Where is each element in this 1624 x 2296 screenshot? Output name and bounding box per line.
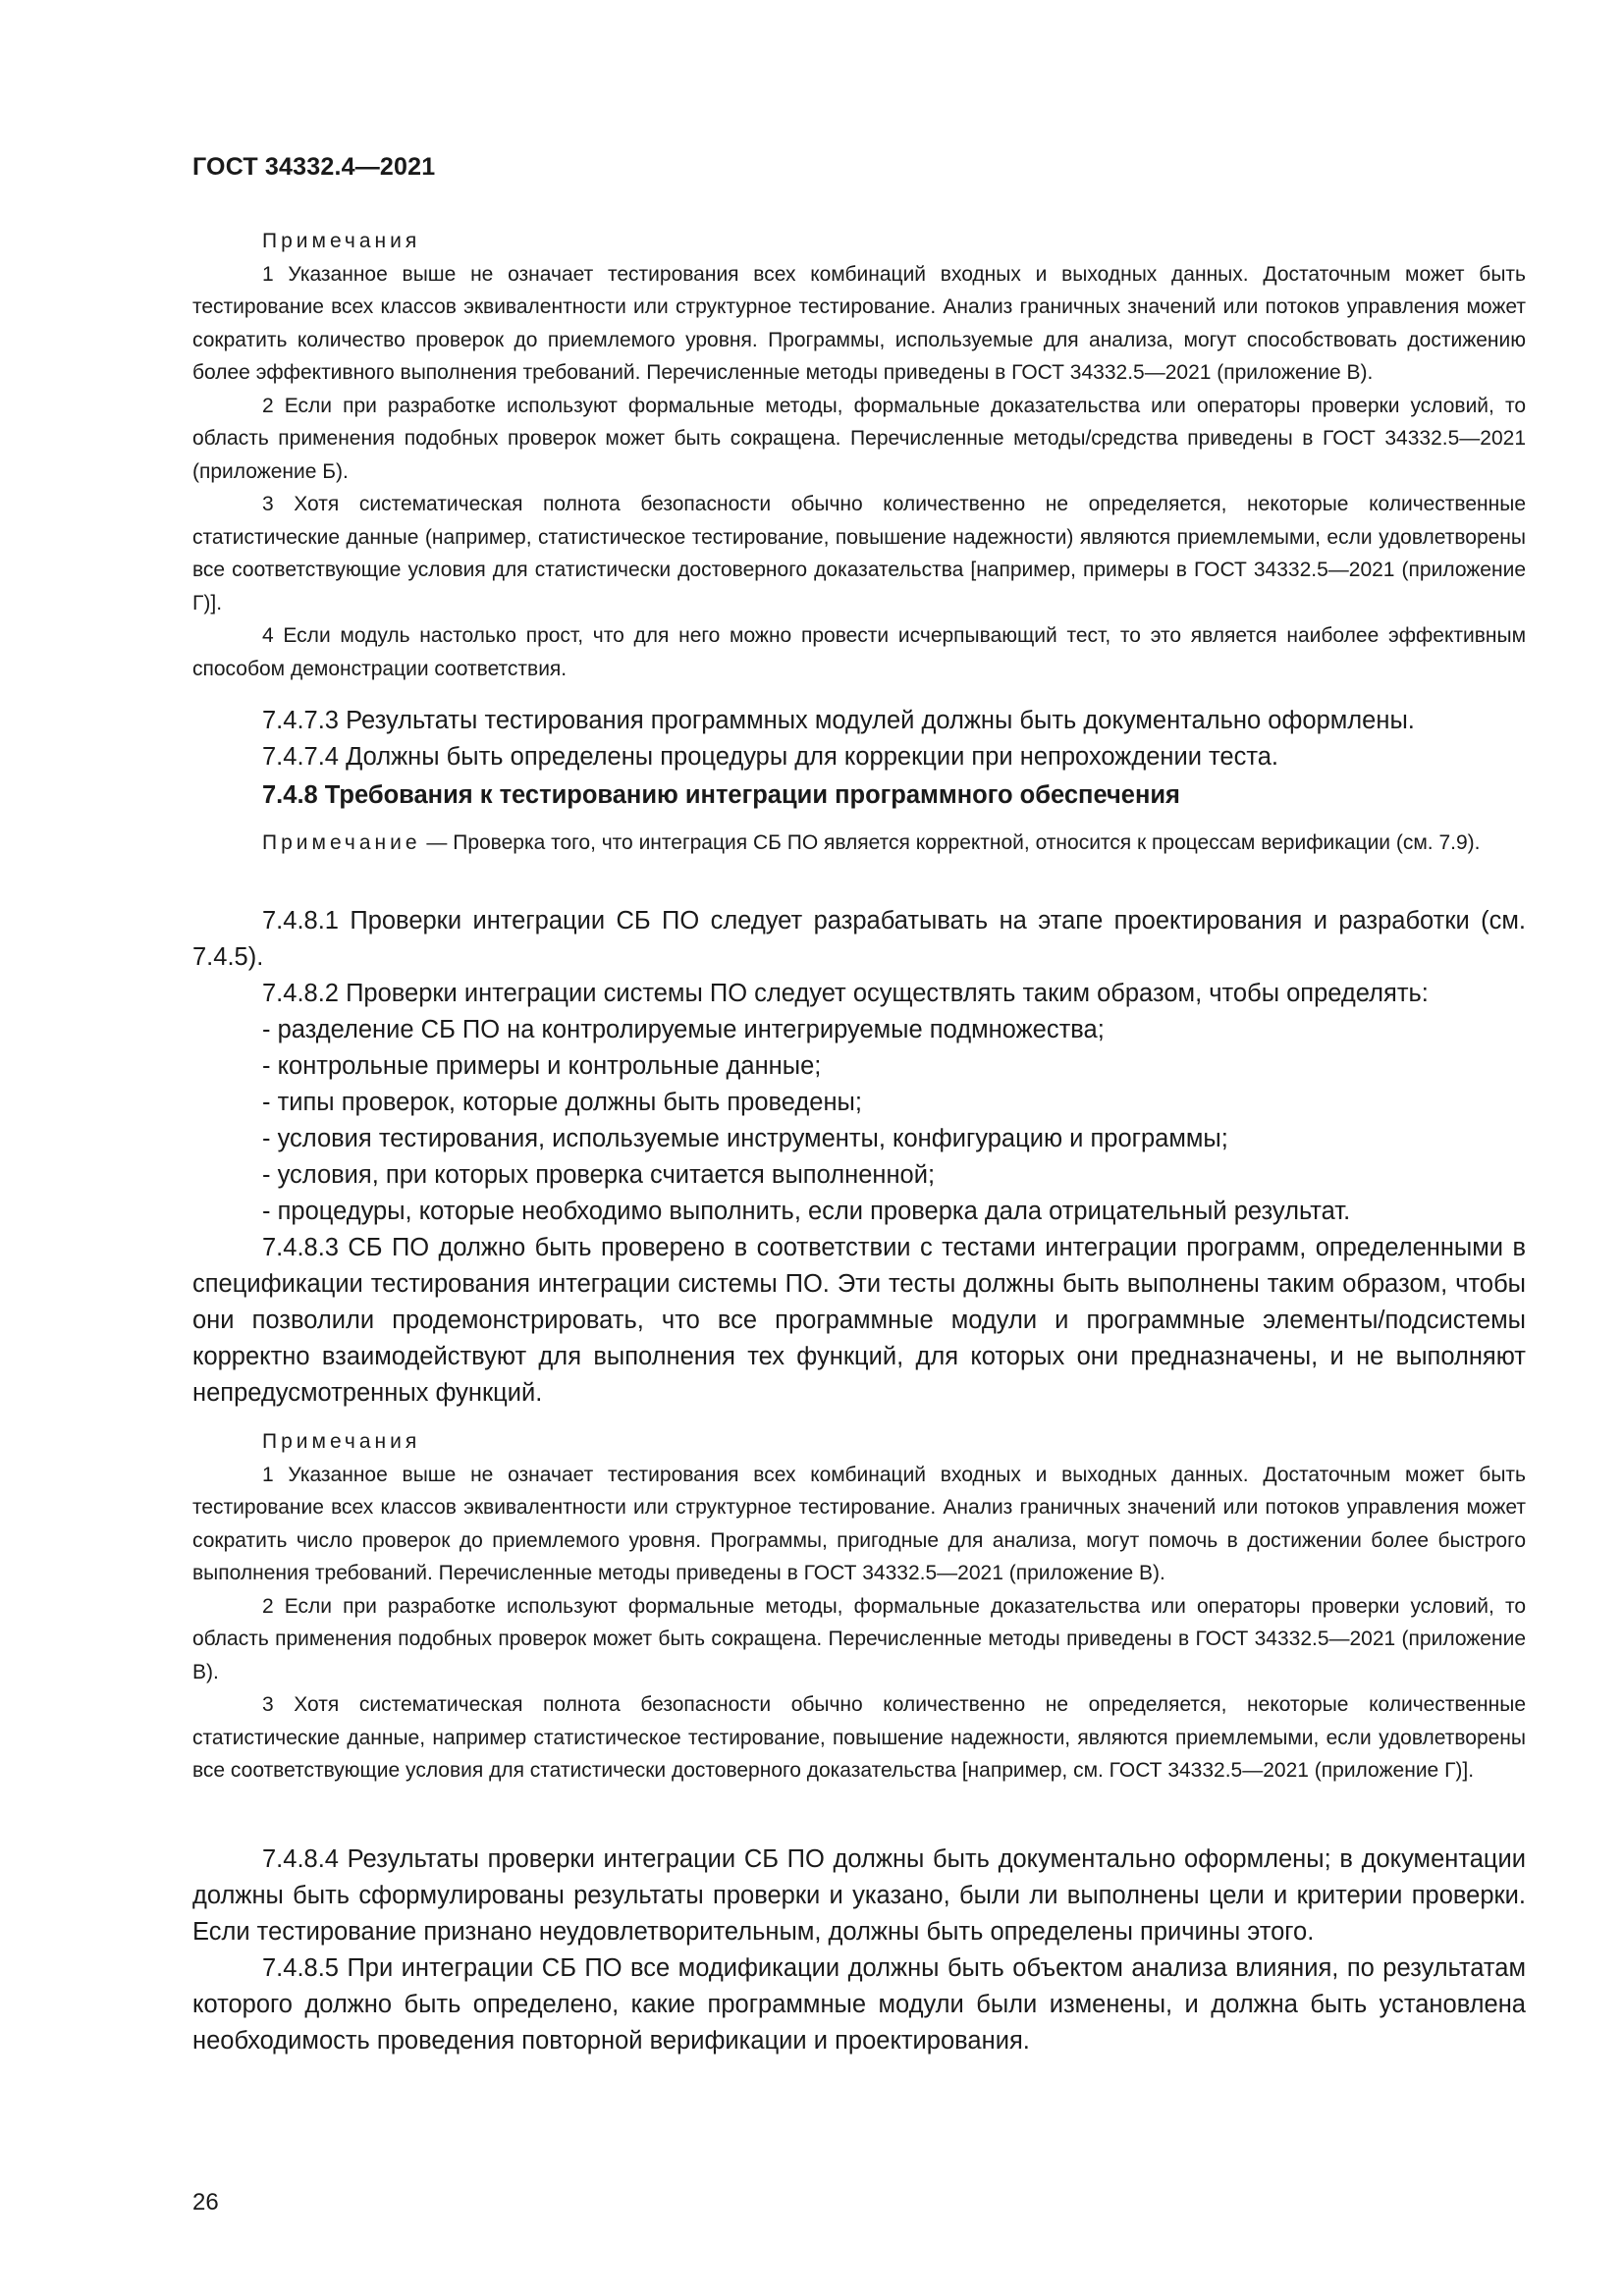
- clause-7-4-8-1: 7.4.8.1 Проверки интеграции СБ ПО следует разрабатывать на этапе проектирования и разработки (см. 7.4.5).: [192, 907, 1526, 971]
- note-text: — Проверка того, что интеграция СБ ПО является корректной, относится к процессам верификации (см. 7.9).: [420, 831, 1481, 854]
- notes-block-2: [192, 1425, 1526, 1788]
- clause-7-4-8-4: 7.4.8.4 Результаты проверки интеграции СБ ПО должны быть документально оформлены; в документации должны быть сформулированы результаты проверки и указано, были ли выполнены цели и критерии проверки. Если тестирование признано неудовлетворительным, должны быть определены причины этого.: [192, 1845, 1526, 1946]
- note-item: 2 Если при разработке используют формальные методы, формальные доказательства или операторы проверки условий, то область применения подобных проверок может быть сокращена. Перечисленные методы приведены в ГОСТ 34332.5—2021 (приложение В).: [192, 1594, 1526, 1683]
- note-item: 4 Если модуль настолько прост, что для него можно провести исчерпывающий тест, то это является наиболее эффективным способом демонстрации соответствия.: [192, 624, 1526, 680]
- note-item: 3 Хотя систематическая полнота безопасности обычно количественно не определяется, некоторые количественные статистические данные, например статистическое тестирование, повышение надежности, являются приемлемыми, если удовлетворены все соответствующие условия для статистически достоверного доказательства [например, см. ГОСТ 34332.5—2021 (приложение Г)].: [192, 1693, 1526, 1782]
- list-item: - контрольные примеры и контрольные данные;: [262, 1052, 822, 1080]
- section-heading-text: 7.4.8 Требования к тестированию интеграции программного обеспечения: [262, 781, 1180, 809]
- note-7-4-8: [192, 827, 1526, 860]
- note-item: 1 Указанное выше не означает тестирования всех комбинаций входных и выходных данных. Достаточным может быть тестирование всех классов эквивалентности или структурное тестирование. Анализ граничных значений или потоков управления может сократить количество проверок до приемлемого уровня. Программы, используемые для анализа, могут способствовать достижению более эффективного выполнения требований. Перечисленные методы приведены в ГОСТ 34332.5—2021 (приложение В).: [192, 262, 1526, 384]
- note-paragraph: [192, 827, 1526, 860]
- clause-7-4-8-5: 7.4.8.5 При интеграции СБ ПО все модификации должны быть объектом анализа влияния, по результатам которого должно быть определено, какие программные модули были изменены, и должна быть установлена необходимость проведения повторной верификации и проектирования.: [192, 1954, 1526, 2055]
- list-item: - условия тестирования, используемые инструменты, конфигурацию и программы;: [262, 1125, 1228, 1152]
- clauses-7-4-8-main: [192, 903, 1526, 1412]
- clause-7-4-7-3: 7.4.7.3 Результаты тестирования программных модулей должны быть документально оформлены.: [262, 707, 1415, 734]
- notes-title: Примечания: [262, 230, 421, 252]
- clause-7-4-8-3: 7.4.8.3 СБ ПО должно быть проверено в соответствии с тестами интеграции программ, определенными в спецификации тестирования интеграции системы ПО. Эти тесты должны быть выполнены таким образом, чтобы они позволили продемонстрировать, что все программные модули и программные элементы/подсистемы корректно взаимодействуют для выполнения тех функций, для которых они предназначены, и не выполняют непредусмотренных функций.: [192, 1234, 1526, 1407]
- note-item: 1 Указанное выше не означает тестирования всех комбинаций входных и выходных данных. Достаточным может быть тестирование всех классов эквивалентности или структурное тестирование. Анализ граничных значений или потоков управления может сократить число проверок до приемлемого уровня. Программы, пригодные для анализа, могут помочь в достижении более быстрого выполнения требований. Перечисленные методы приведены в ГОСТ 34332.5—2021 (приложение В).: [192, 1463, 1526, 1584]
- document-header: ГОСТ 34332.4—2021: [192, 153, 436, 181]
- clause-7-4-7-4: 7.4.7.4 Должны быть определены процедуры для коррекции при непрохождении теста.: [262, 743, 1279, 771]
- clause-7-4-8-2: 7.4.8.2 Проверки интеграции системы ПО следует осуществлять таким образом, чтобы определять:: [262, 980, 1429, 1007]
- notes-block-1: [192, 225, 1526, 685]
- list-item: - разделение СБ ПО на контролируемые интегрируемые подмножества;: [262, 1016, 1105, 1043]
- list-item: - процедуры, которые необходимо выполнить, если проверка дала отрицательный результат.: [262, 1198, 1351, 1225]
- section-heading-7-4-8: [192, 777, 1526, 814]
- clauses-7-4-7: [192, 703, 1526, 775]
- clauses-7-4-8-final: [192, 1842, 1526, 2059]
- note-item: 2 Если при разработке используют формальные методы, формальные доказательства или операторы проверки условий, то область применения подобных проверок может быть сокращена. Перечисленные методы/средства приведены в ГОСТ 34332.5—2021 (приложение Б).: [192, 394, 1526, 483]
- note-item: 3 Хотя систематическая полнота безопасности обычно количественно не определяется, некоторые количественные статистические данные (например, статистическое тестирование, повышение надежности) являются приемлемыми, если удовлетворены все соответствующие условия для статистически достоверного доказательства [например, примеры в ГОСТ 34332.5—2021 (приложение Г)].: [192, 493, 1526, 614]
- list-item: - типы проверок, которые должны быть проведены;: [262, 1089, 862, 1116]
- page-number: 26: [192, 2189, 219, 2216]
- note-label: Примечание: [262, 831, 421, 854]
- list-item: - условия, при которых проверка считается выполненной;: [262, 1161, 936, 1189]
- notes-title: Примечания: [262, 1430, 421, 1453]
